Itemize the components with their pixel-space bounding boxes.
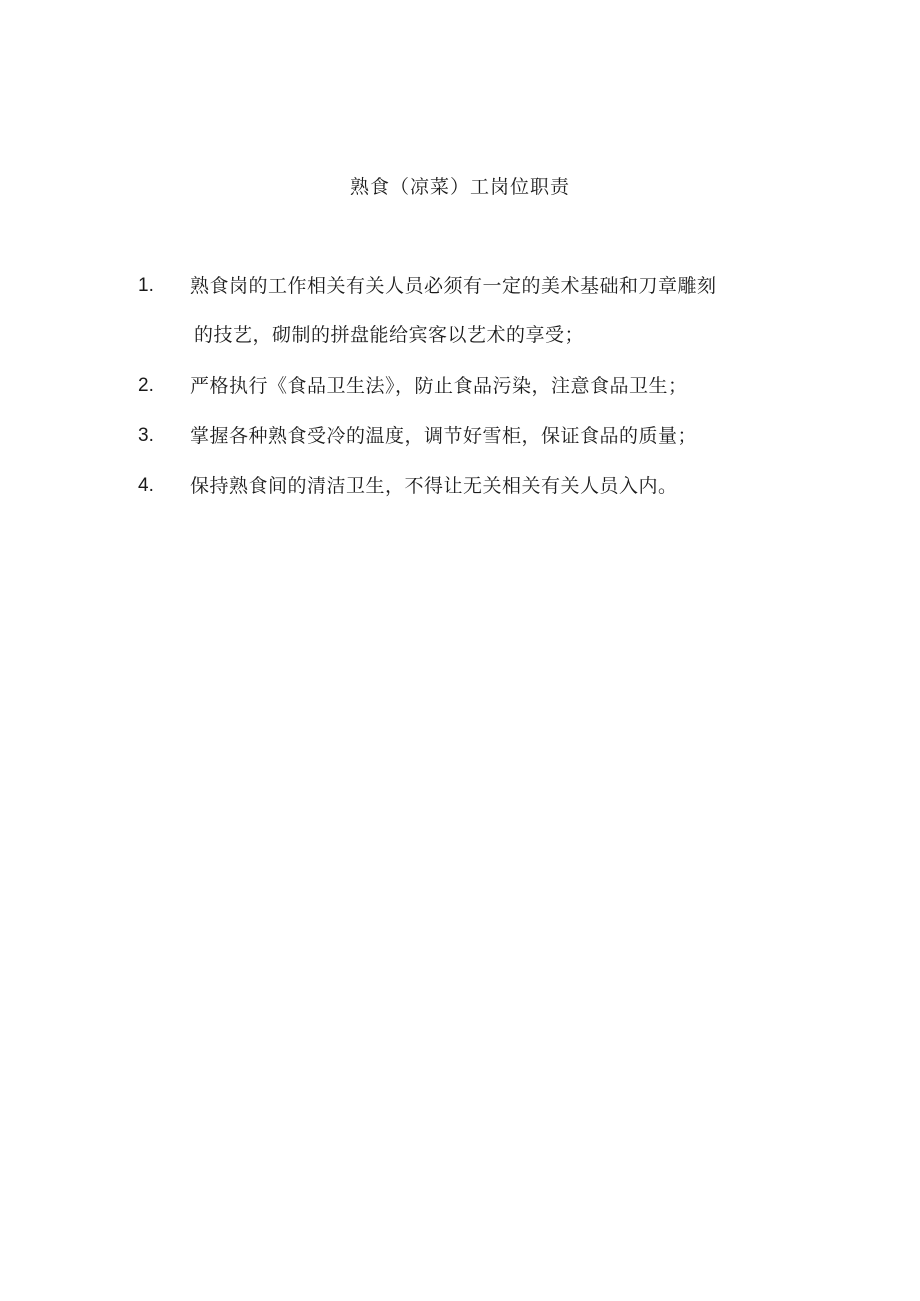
item-text-continued: 的技艺，砌制的拼盘能给宾客以艺术的享受； (194, 324, 585, 346)
document-title: 熟食（凉菜）工岗位职责 (349, 176, 570, 198)
item-text: 熟食岗的工作相关有关人员必须有一定的美术基础和刀章雕刻 (190, 275, 717, 297)
item-text: 掌握各种熟食受冷的温度，调节好雪柜，保证食品的质量； (190, 425, 698, 447)
item-number: 2. (138, 375, 154, 396)
duty-item (138, 473, 818, 503)
item-number: 4. (138, 475, 154, 496)
duty-item (138, 373, 818, 403)
item-text: 严格执行《食品卫生法》，防止食品污染，注意食品卫生； (190, 375, 688, 397)
item-number: 3. (138, 425, 154, 446)
item-text: 保持熟食间的清洁卫生，不得让无关相关有关人员入内。 (190, 475, 678, 497)
duty-item (138, 423, 818, 453)
duty-item (138, 273, 818, 353)
item-number: 1. (138, 275, 154, 296)
